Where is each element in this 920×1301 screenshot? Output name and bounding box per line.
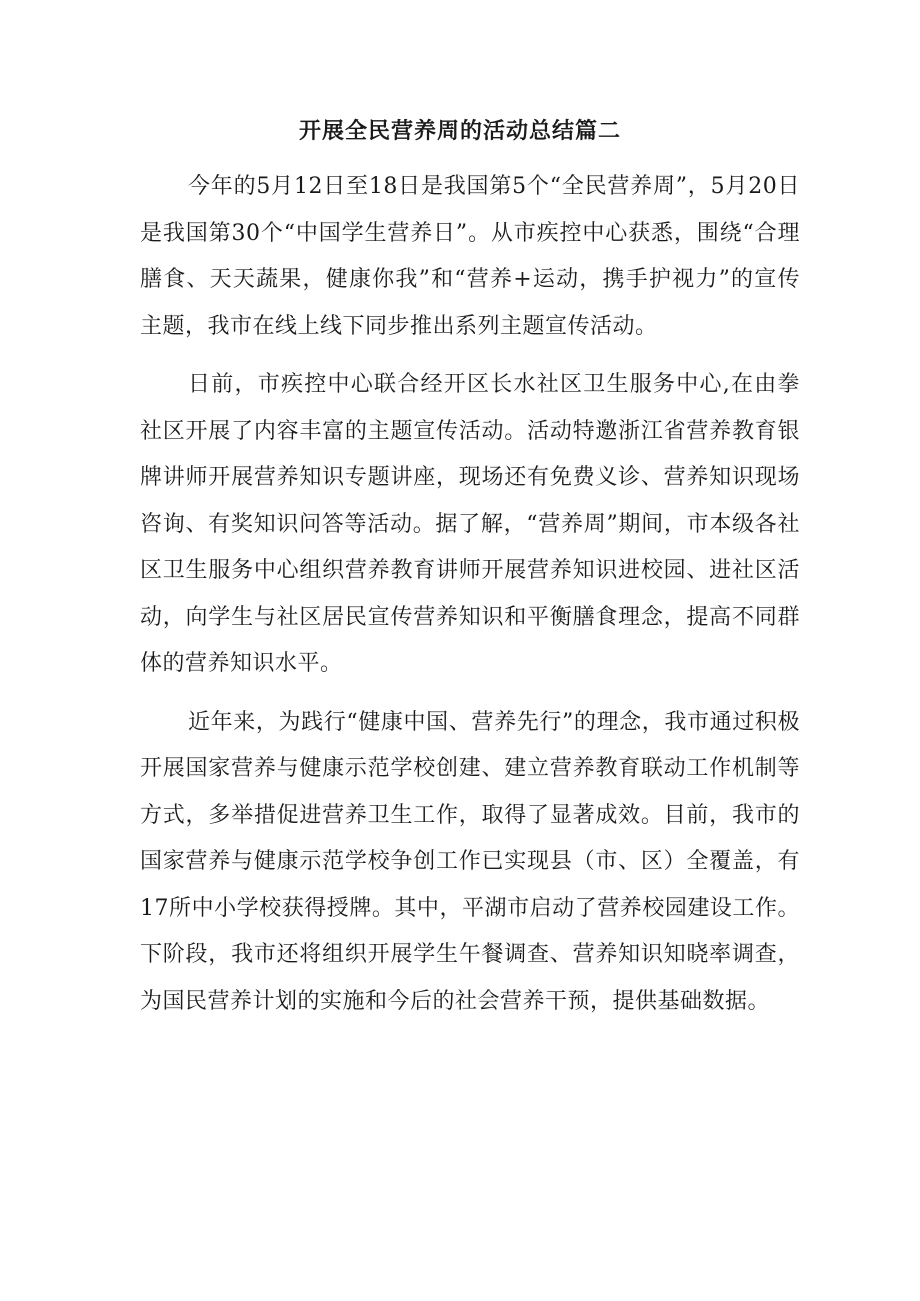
paragraph-3: 近年来，为践行“健康中国、营养先行”的理念，我市通过积极开展国家营养与健康示范学校创建、建立营养教育联动工作机制等方式，多举措促进营养卫生工作，取得了显著成效。目前，我市的国家营养与健康示范学校争创工作已实现县（市、区）全覆盖，有17所中小学校获得授牌。其中，平湖市启动了营养校园建设工作。下阶段，我市还将组织开展学生午餐调查、营养知识知晓率调查，为国民营养计划的实施和今后的社会营养干预，提供基础数据。 xyxy=(140,709,800,1014)
document-body xyxy=(140,164,800,1037)
paragraph-2: 日前，市疾控中心联合经开区长水社区卫生服务中心,在由拳社区开展了内容丰富的主题宣传活动。活动特邀浙江省营养教育银牌讲师开展营养知识专题讲座，现场还有免费义诊、营养知识现场咨询、有奖知识问答等活动。据了解，“营养周”期间，市本级各社区卫生服务中心组织营养教育讲师开展营养知识进校园、进社区活动，向学生与社区居民宣传营养知识和平衡膳食理念，提高不同群体的营养知识水平。 xyxy=(140,372,800,676)
paragraph-1: 今年的5月12日至18日是我国第5个“全民营养周”，5月20日是我国第30个“中国学生营养日”。从市疾控中心获悉，围绕“合理膳食、天天蔬果，健康你我”和“营养+运动，携手护视力”的宣传主题，我市在线上线下同步推出系列主题宣传活动。 xyxy=(140,174,800,339)
document-title: 开展全民营养周的活动总结篇二 xyxy=(298,118,621,144)
